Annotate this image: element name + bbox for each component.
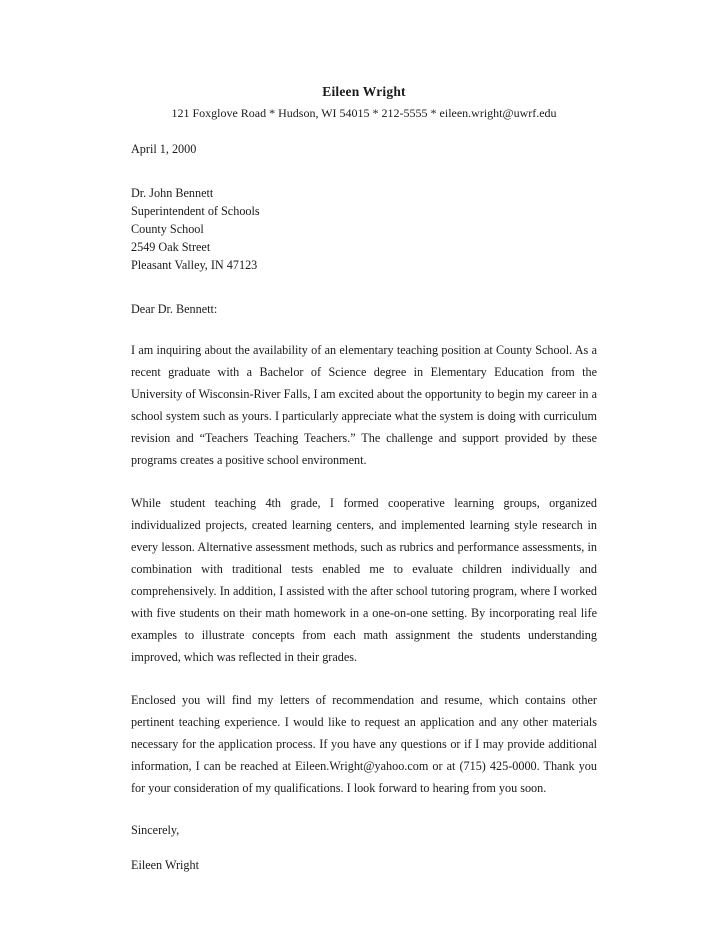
body-paragraph-2: While student teaching 4th grade, I formed cooperative learning groups, organized individualized projects, created learning centers, and implemented learning style research in every lesson. Alternative assessment methods, such as rubrics and performance assessments, in combination with traditional tests enabled me to evaluate children individually and comprehensively. In addition, I assisted with the after school tutoring program, where I worked with five students on their math homework in a one-on-one setting. By incorporating real life examples to illustrate concepts from each math assignment the students understanding improved, which was reflected in their grades. — [131, 496, 597, 664]
salutation: Dear Dr. Bennett: — [131, 302, 218, 316]
letterhead — [0, 84, 728, 121]
recipient-organization: County School — [131, 222, 204, 236]
letter-body — [131, 140, 597, 874]
recipient-address-block — [131, 184, 597, 274]
letterhead-contact-line: 121 Foxglove Road * Hudson, WI 54015 * 212-5555 * eileen.wright@uwrf.edu — [171, 106, 557, 120]
body-paragraph-1: I am inquiring about the availability of an elementary teaching position at County School. As a recent graduate with a Bachelor of Science degree in Elementary Education from the University of Wisconsin-River Falls, I am excited about the opportunity to begin my career in a school system such as yours. I particularly appreciate what the system is doing with curriculum revision and “Teachers Teaching Teachers.” The challenge and support provided by these programs creates a positive school environment. — [131, 343, 597, 467]
closing-line: Sincerely, — [131, 823, 180, 837]
body-paragraph-3: Enclosed you will find my letters of recommendation and resume, which contains other pertinent teaching experience. I would like to request an application and any other materials necessary for the application process. If you have any questions or if I may provide additional information, I can be reached at Eileen.Wright@yahoo.com or at (715) 425-0000. Thank you for your consideration of my qualifications. I look forward to hearing from you soon. — [131, 693, 597, 795]
letterhead-name: Eileen Wright — [322, 84, 406, 99]
recipient-street: 2549 Oak Street — [131, 240, 211, 254]
recipient-city-state-zip: Pleasant Valley, IN 47123 — [131, 258, 258, 272]
recipient-name: Dr. John Bennett — [131, 186, 214, 200]
signature-name: Eileen Wright — [131, 858, 199, 872]
recipient-title: Superintendent of Schools — [131, 204, 260, 218]
date-line: April 1, 2000 — [131, 142, 197, 156]
